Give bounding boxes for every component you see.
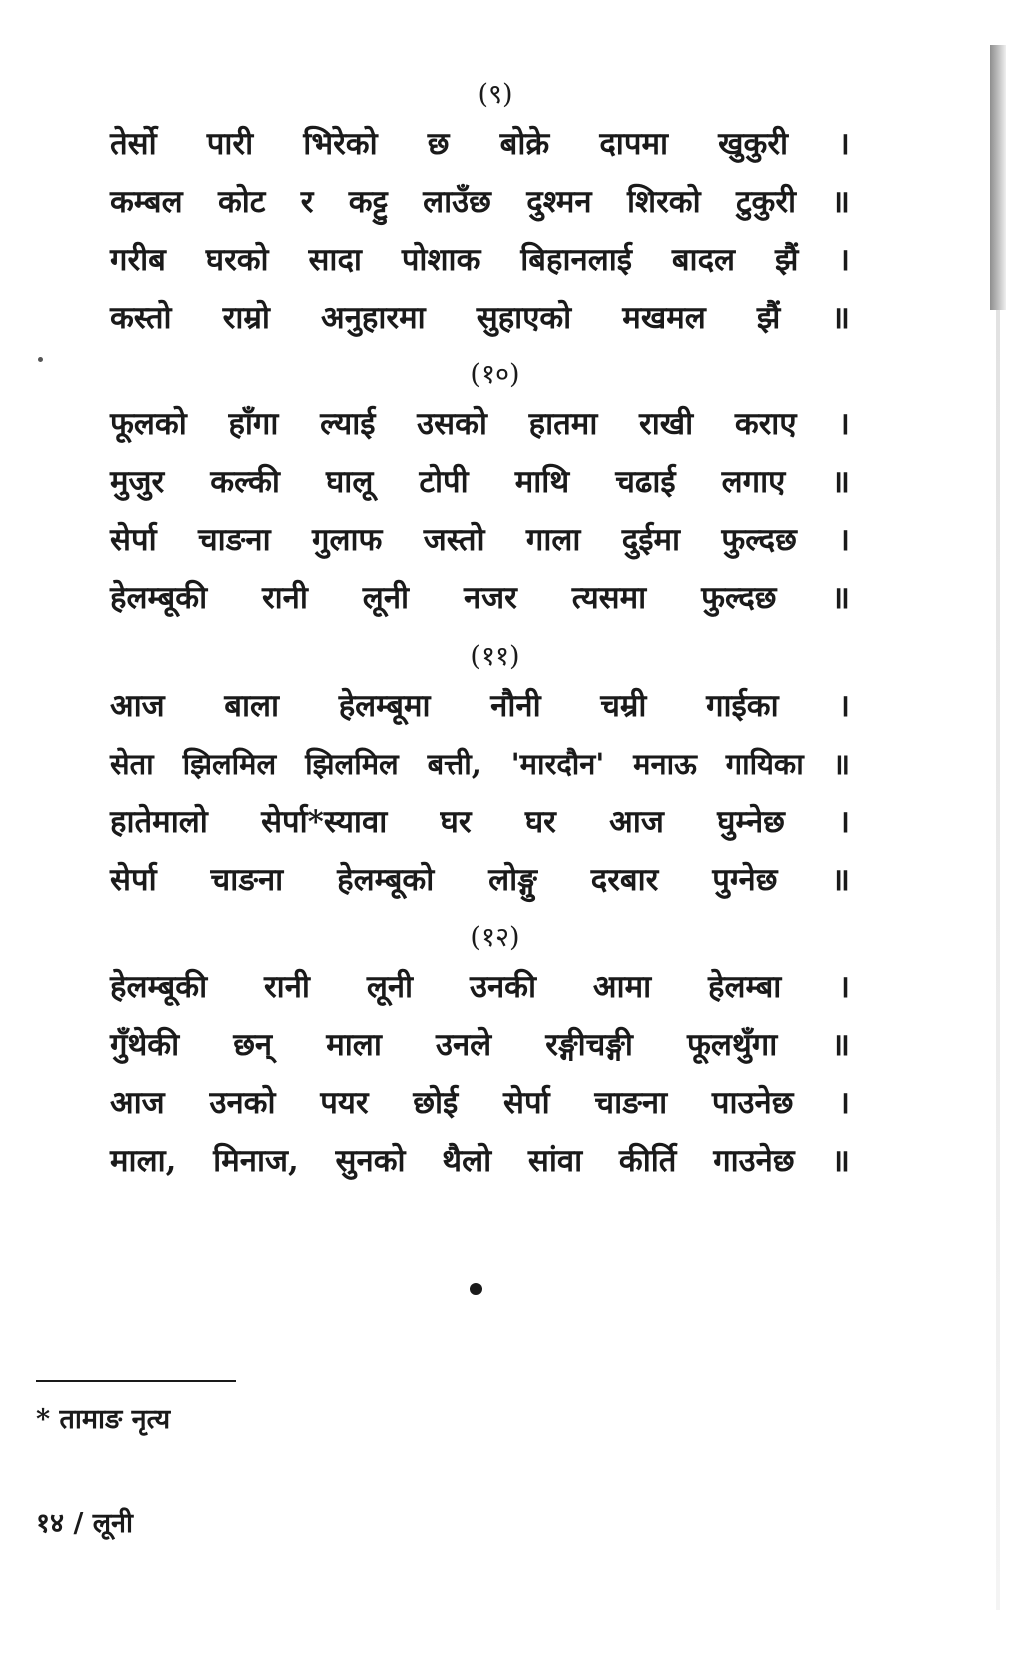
verse-word: ॥ — [831, 184, 850, 220]
verse-word: झिलमिल — [182, 747, 277, 781]
verse-word: आज — [110, 1085, 165, 1121]
verse-word: गुलाफ — [312, 522, 383, 558]
verse-word: ॥ — [831, 1143, 850, 1179]
verse-word: पोशाक — [401, 242, 481, 278]
verse-word: दरबार — [590, 862, 659, 898]
verse-word: सेर्पा — [110, 522, 157, 558]
verse-word: लूनी — [362, 580, 410, 616]
verse-word: सेर्पा — [110, 862, 157, 898]
verse-word: गुँथेकी — [110, 1027, 180, 1063]
verse-word: माथि — [514, 464, 570, 500]
verse-word: रानी — [263, 969, 310, 1005]
verse-word: फुल्दछ — [701, 580, 777, 616]
verse-word: घर — [524, 804, 556, 840]
verse-word: ॥ — [831, 464, 850, 500]
verse-word: नौनी — [490, 688, 541, 724]
stanza-11 — [110, 637, 850, 909]
verse-word: पुग्नेछ — [712, 862, 778, 898]
verse-word: उनले — [435, 1027, 492, 1063]
verse-word: सेर्पा*स्यावा — [261, 804, 388, 840]
verse-word: रानी — [261, 580, 308, 616]
verse-word: । — [838, 969, 850, 1005]
verse-word: गाईका — [706, 688, 779, 724]
verse-word: छ — [427, 126, 450, 162]
verse-word: भिरेको — [303, 126, 378, 162]
footnote: * तामाङ नृत्य — [36, 1404, 171, 1435]
verse-word: बाला — [224, 688, 280, 724]
verse-word: । — [838, 126, 850, 162]
verse-word: सेता — [110, 747, 154, 781]
verse-word: झैं — [774, 242, 799, 278]
verse-word: ॥ — [831, 1027, 850, 1063]
verse-word: झिलमिल — [305, 747, 399, 781]
verse-word: मखमल — [622, 300, 706, 336]
verse-word: बत्ती, — [427, 747, 482, 781]
verse-word: कराए — [734, 406, 797, 442]
verse-word: पारी — [206, 126, 254, 162]
verse-word: बोक्रे — [499, 126, 550, 162]
verse-word: पयर — [320, 1085, 369, 1121]
verse-word: मिनाज, — [213, 1143, 299, 1179]
verse-word: गाला — [525, 522, 581, 558]
page-footer-folio: १४ / लूनी — [36, 1508, 134, 1539]
stanza-number: (९) — [477, 79, 513, 110]
verse-line — [110, 1016, 850, 1074]
verse-word: कम्बल — [110, 184, 183, 220]
verse-word: घर — [440, 804, 472, 840]
verse-word: आज — [110, 688, 165, 724]
verse-word: हेलम्बूकी — [110, 969, 208, 1005]
verse-word: जस्तो — [423, 522, 485, 558]
verse-word: हातेमालो — [110, 804, 208, 840]
verse-word: ॥ — [831, 300, 850, 336]
verse-word: उनकी — [469, 969, 537, 1005]
verse-word: दुश्मन — [526, 184, 592, 220]
verse-line — [110, 453, 850, 511]
verse-word: उनको — [209, 1085, 276, 1121]
verse-word: मुजुर — [110, 464, 165, 500]
verse-word: । — [838, 804, 850, 840]
verse-word: खुकुरी — [718, 126, 789, 162]
verse-word: दुईमा — [621, 522, 681, 558]
stanza-number: (१२) — [470, 922, 520, 953]
verse-word: थैलो — [442, 1143, 492, 1179]
verse-word: हेलम्बूकी — [110, 580, 208, 616]
verse-word: चाङना — [594, 1085, 668, 1121]
verse-line — [110, 677, 850, 735]
verse-line — [110, 793, 850, 851]
verse-word: ॥ — [831, 580, 850, 616]
verse-word: शिरको — [626, 184, 701, 220]
verse-word: सादा — [308, 242, 362, 278]
verse-word: टोपी — [419, 464, 469, 500]
verse-word: फूलको — [110, 406, 187, 442]
verse-word: । — [838, 242, 850, 278]
verse-word: राखी — [639, 406, 694, 442]
verse-word: चाङना — [210, 862, 284, 898]
verse-word: अनुहारमा — [321, 300, 426, 336]
verse-word: कस्तो — [110, 300, 172, 336]
binding-shadow-faint — [996, 310, 1000, 1610]
verse-word: छन् — [233, 1027, 273, 1063]
scan-speck — [38, 357, 43, 362]
verse-word: घरको — [205, 242, 269, 278]
verse-word: लोङ्गु — [488, 862, 537, 898]
verse-word: गायिका — [725, 747, 804, 781]
verse-word: । — [838, 406, 850, 442]
verse-line — [110, 958, 850, 1016]
verse-line — [110, 735, 850, 793]
verse-word: चढाई — [615, 464, 676, 500]
verse-word: हेलम्बा — [708, 969, 782, 1005]
stanza-9 — [110, 75, 850, 347]
stanza-number: (११) — [470, 641, 520, 672]
stanza-10 — [110, 355, 850, 627]
verse-word: ॥ — [831, 862, 850, 898]
verse-word: लूनी — [366, 969, 414, 1005]
verse-word: हातमा — [528, 406, 598, 442]
verse-line — [110, 231, 850, 289]
verse-word: र — [300, 184, 314, 220]
verse-line — [110, 115, 850, 173]
section-end-bullet — [470, 1283, 482, 1295]
verse-word: । — [838, 522, 850, 558]
verse-word: ॥ — [832, 747, 850, 781]
verse-word: कट्टु — [348, 184, 388, 220]
verse-word: गरीब — [110, 242, 166, 278]
verse-word: तेर्सो — [110, 126, 157, 162]
verse-word: कीर्ति — [618, 1143, 677, 1179]
footnote-rule — [36, 1380, 236, 1382]
verse-word: चाङना — [197, 522, 271, 558]
verse-word: टुकुरी — [735, 184, 797, 220]
verse-word: लाउँछ — [423, 184, 491, 220]
verse-word: सुनको — [335, 1143, 406, 1179]
verse-line — [110, 569, 850, 627]
verse-word: हेलम्बूको — [337, 862, 435, 898]
verse-line — [110, 511, 850, 569]
verse-line — [110, 173, 850, 231]
verse-word: बिहानलाई — [520, 242, 632, 278]
verse-line — [110, 1074, 850, 1132]
verse-word: त्यसमा — [571, 580, 647, 616]
verse-word: कोट — [217, 184, 266, 220]
verse-word: कल्की — [210, 464, 280, 500]
stanza-12 — [110, 918, 850, 1190]
verse-word: चम्री — [600, 688, 647, 724]
verse-word: माला — [326, 1027, 382, 1063]
verse-line — [110, 851, 850, 909]
verse-word: आज — [609, 804, 664, 840]
verse-line — [110, 395, 850, 453]
verse-word: । — [838, 1085, 850, 1121]
verse-word: हेलम्बूमा — [338, 688, 431, 724]
verse-word: बादल — [671, 242, 736, 278]
verse-word: झैं — [756, 300, 781, 336]
verse-word: । — [838, 688, 850, 724]
verse-line — [110, 1132, 850, 1190]
verse-word: ल्याई — [320, 406, 376, 442]
verse-word: सांवा — [527, 1143, 583, 1179]
verse-word: मनाऊ — [633, 747, 697, 781]
verse-word: माला, — [110, 1143, 177, 1179]
verse-word: घुम्नेछ — [717, 804, 785, 840]
verse-word: नजर — [463, 580, 517, 616]
stanza-number: (१०) — [470, 359, 520, 390]
verse-line — [110, 289, 850, 347]
verse-word: फूलथुँगा — [687, 1027, 778, 1063]
verse-word: राम्रो — [222, 300, 270, 336]
binding-shadow — [990, 45, 1006, 310]
verse-word: पाउनेछ — [711, 1085, 794, 1121]
verse-word: हाँगा — [228, 406, 279, 442]
verse-word: सुहाएको — [476, 300, 572, 336]
verse-word: घालू — [325, 464, 374, 500]
verse-word: 'मारदौन' — [510, 747, 605, 781]
verse-word: छोई — [413, 1085, 459, 1121]
verse-word: रङ्गीचङ्गी — [545, 1027, 633, 1063]
verse-word: गाउनेछ — [713, 1143, 795, 1179]
verse-word: दापमा — [599, 126, 669, 162]
verse-word: उसको — [417, 406, 487, 442]
verse-word: सेर्पा — [503, 1085, 550, 1121]
verse-word: फुल्दछ — [721, 522, 797, 558]
verse-word: लगाए — [721, 464, 786, 500]
verse-word: आमा — [592, 969, 652, 1005]
